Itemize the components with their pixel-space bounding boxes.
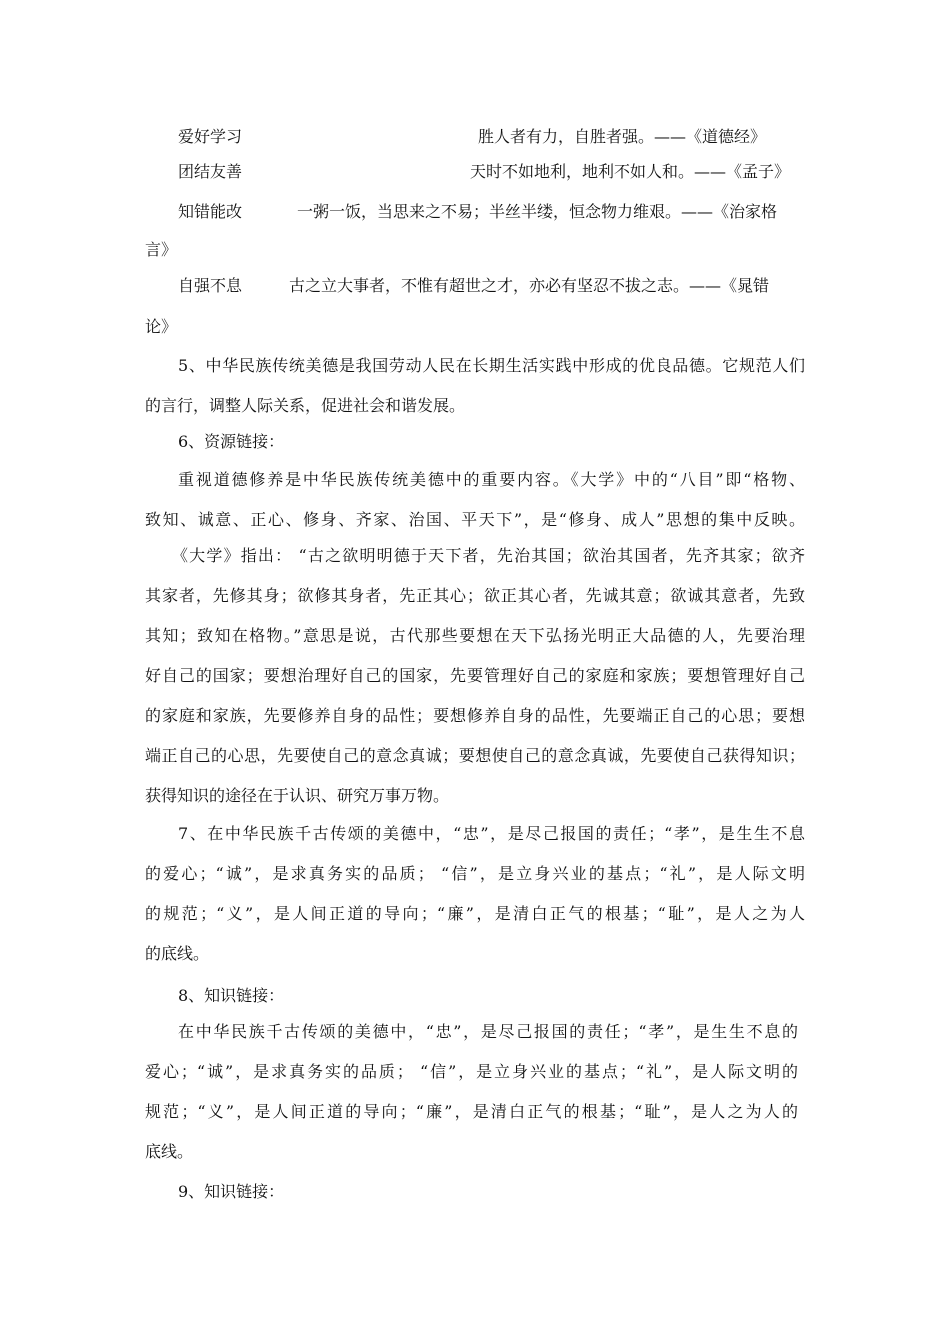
virtue-label: 爱好学习 — [178, 127, 243, 146]
virtue-label: 团结友善 — [178, 162, 243, 181]
paragraph-line: 的底线。 — [145, 944, 210, 963]
paragraph-line: 重视道德修养是中华民族传统美德中的重要内容。《大学》中的“八目”即“格物、 — [178, 470, 805, 489]
virtue-quote: 胜人者有力，自胜者强。——《道德经》 — [478, 127, 767, 146]
paragraph-line: 获得知识的途径在于认识、研究万事万物。 — [145, 786, 450, 805]
virtue-label: 知错能改 — [178, 202, 243, 221]
virtue-quote: 天时不如地利，地利不如人和。——《孟子》 — [470, 162, 791, 181]
paragraph-line: 爱心；“诚”，是求真务实的品质； “信”，是立身兴业的基点；“礼”，是人际文明的 — [145, 1062, 798, 1081]
paragraph-line: 其知；致知在格物。”意思是说，古代那些要想在天下弘扬光明正大品德的人，先要治理 — [145, 626, 805, 645]
paragraph-line: 在中华民族千古传颂的美德中，“忠”，是尽己报国的责任；“孝”，是生生不息的 — [178, 1022, 798, 1041]
paragraph-line: 《大学》指出： “古之欲明明德于天下者，先治其国；欲治其国者，先齐其家；欲齐 — [172, 546, 805, 565]
paragraph-line: 好自己的国家；要想治理好自己的国家，先要管理好自己的家庭和家族；要想管理好自己 — [145, 666, 805, 685]
section-heading: 6、资源链接： — [178, 432, 285, 451]
section-heading: 9、知识链接： — [178, 1182, 285, 1201]
paragraph-line: 致知、诚意、正心、修身、齐家、治国、平天下”，是“修身、成人”思想的集中反映。 — [145, 510, 805, 529]
paragraph-line: 底线。 — [145, 1142, 194, 1161]
paragraph-line: 的爱心；“诚”，是求真务实的品质； “信”，是立身兴业的基点；“礼”，是人际文明 — [145, 864, 805, 883]
paragraph-line: 的规范；“义”，是人间正道的导向；“廉”，是清白正气的根基；“耻”，是人之为人 — [145, 904, 805, 923]
paragraph-line: 的家庭和家族，先要修养自身的品性；要想修养自身的品性，先要端正自己的心思；要想 — [145, 706, 805, 725]
virtue-quote-cont: 论》 — [145, 317, 178, 336]
virtue-quote: 一粥一饭，当思来之不易；半丝半缕，恒念物力维艰。——《治家格 — [297, 202, 778, 221]
paragraph-line: 5、中华民族传统美德是我国劳动人民在长期生活实践中形成的优良品德。它规范人们 — [178, 356, 805, 375]
virtue-label: 自强不息 — [178, 276, 243, 295]
paragraph-line: 端正自己的心思，先要使自己的意念真诚；要想使自己的意念真诚，先要使自己获得知识； — [145, 746, 805, 765]
paragraph-line: 规范；“义”，是人间正道的导向；“廉”，是清白正气的根基；“耻”，是人之为人的 — [145, 1102, 798, 1121]
virtue-quote-cont: 言》 — [145, 240, 178, 259]
virtue-quote: 古之立大事者，不惟有超世之才，亦必有坚忍不拔之志。——《晁错 — [289, 276, 770, 295]
section-heading: 8、知识链接： — [178, 986, 285, 1005]
paragraph-line: 的言行，调整人际关系，促进社会和谐发展。 — [145, 396, 466, 415]
paragraph-line: 7、在中华民族千古传颂的美德中，“忠”，是尽己报国的责任；“孝”，是生生不息 — [178, 824, 805, 843]
paragraph-line: 其家者，先修其身；欲修其身者，先正其心；欲正其心者，先诚其意；欲诚其意者，先致 — [145, 586, 805, 605]
